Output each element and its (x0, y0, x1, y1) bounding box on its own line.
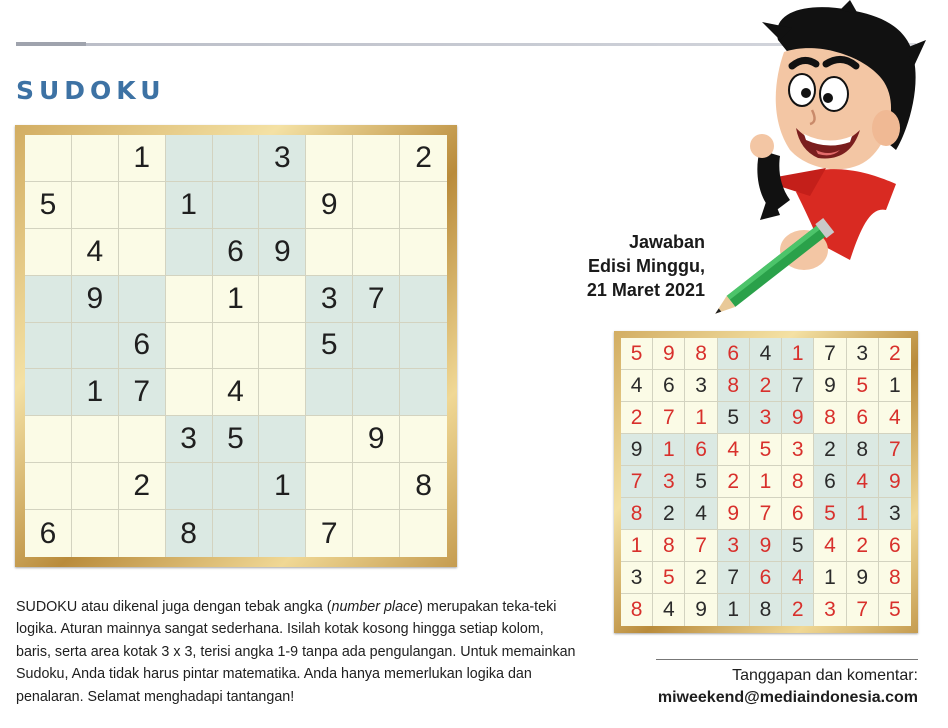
sudoku-cell[interactable] (119, 276, 166, 323)
sudoku-cell[interactable]: 3 (306, 276, 353, 323)
sudoku-cell[interactable]: 6 (25, 510, 72, 557)
sudoku-cell[interactable] (166, 229, 213, 276)
sudoku-cell[interactable]: 7 (306, 510, 353, 557)
answer-cell: 4 (685, 498, 717, 530)
sudoku-cell[interactable] (400, 276, 447, 323)
sudoku-cell[interactable]: 7 (119, 369, 166, 416)
sudoku-cell[interactable]: 2 (119, 463, 166, 510)
answer-cell: 7 (621, 466, 653, 498)
answer-cell: 2 (653, 498, 685, 530)
sudoku-cell[interactable] (306, 369, 353, 416)
sudoku-cell[interactable] (166, 323, 213, 370)
answer-cell: 4 (621, 370, 653, 402)
sudoku-cell[interactable] (259, 510, 306, 557)
answer-cell: 1 (718, 594, 750, 626)
answer-cell: 8 (685, 338, 717, 370)
answer-cell: 6 (782, 498, 814, 530)
sudoku-cell[interactable] (259, 416, 306, 463)
answer-cell: 6 (685, 434, 717, 466)
sudoku-cell[interactable]: 6 (213, 229, 260, 276)
answer-cell: 3 (685, 370, 717, 402)
answer-cell: 2 (685, 562, 717, 594)
answer-cell: 8 (750, 594, 782, 626)
sudoku-cell[interactable] (353, 323, 400, 370)
answer-cell: 6 (653, 370, 685, 402)
answer-cell: 2 (750, 370, 782, 402)
answer-cell: 7 (653, 402, 685, 434)
sudoku-cell[interactable] (166, 276, 213, 323)
page-title: SUDOKU (16, 76, 166, 105)
answer-grid (621, 338, 911, 626)
answer-cell: 7 (814, 338, 846, 370)
sudoku-cell[interactable] (72, 416, 119, 463)
answer-cell: 1 (879, 370, 911, 402)
sudoku-cell[interactable] (72, 463, 119, 510)
answer-cell: 3 (782, 434, 814, 466)
sudoku-cell[interactable]: 9 (306, 182, 353, 229)
sudoku-cell[interactable] (400, 229, 447, 276)
answer-cell: 8 (879, 562, 911, 594)
sudoku-cell[interactable] (72, 510, 119, 557)
sudoku-cell[interactable]: 1 (213, 276, 260, 323)
answer-cell: 5 (814, 498, 846, 530)
sudoku-cell[interactable] (353, 463, 400, 510)
sudoku-cell[interactable]: 5 (213, 416, 260, 463)
answer-cell: 5 (847, 370, 879, 402)
contact-divider (656, 659, 918, 660)
answer-cell: 5 (750, 434, 782, 466)
sudoku-cell[interactable] (119, 510, 166, 557)
answer-cell: 4 (750, 338, 782, 370)
answer-cell: 6 (718, 338, 750, 370)
sudoku-cell[interactable] (72, 323, 119, 370)
sudoku-cell[interactable] (25, 135, 72, 182)
answer-cell: 2 (847, 530, 879, 562)
sudoku-cell[interactable] (259, 182, 306, 229)
answer-cell: 5 (621, 338, 653, 370)
answer-cell: 8 (621, 498, 653, 530)
sudoku-cell[interactable] (353, 135, 400, 182)
answer-cell: 4 (718, 434, 750, 466)
sudoku-cell[interactable] (25, 463, 72, 510)
description-part: SUDOKU atau dikenal juga dengan tebak angka ( (16, 599, 332, 615)
sudoku-cell[interactable]: 1 (259, 463, 306, 510)
sudoku-cell[interactable] (25, 323, 72, 370)
sudoku-cell[interactable] (400, 369, 447, 416)
sudoku-cell[interactable] (25, 276, 72, 323)
answer-cell: 3 (718, 530, 750, 562)
sudoku-cell[interactable] (400, 510, 447, 557)
sudoku-cell[interactable]: 3 (259, 135, 306, 182)
answer-cell: 3 (879, 498, 911, 530)
sudoku-cell[interactable] (306, 416, 353, 463)
answer-cell: 7 (847, 594, 879, 626)
contact-block (658, 665, 918, 709)
answer-cell: 9 (621, 434, 653, 466)
answer-cell: 9 (782, 402, 814, 434)
sudoku-cell[interactable] (166, 135, 213, 182)
answer-caption-line: Jawaban (628, 232, 705, 252)
answer-cell: 2 (782, 594, 814, 626)
sudoku-cell[interactable] (353, 182, 400, 229)
answer-cell: 9 (814, 370, 846, 402)
sudoku-cell[interactable]: 5 (25, 182, 72, 229)
sudoku-cell[interactable] (119, 416, 166, 463)
answer-cell: 9 (653, 338, 685, 370)
sudoku-cell[interactable] (259, 323, 306, 370)
sudoku-cell[interactable] (119, 229, 166, 276)
sudoku-cell[interactable] (25, 229, 72, 276)
sudoku-cell[interactable] (72, 135, 119, 182)
answer-cell: 8 (782, 466, 814, 498)
answer-cell: 9 (879, 466, 911, 498)
sudoku-cell[interactable] (400, 323, 447, 370)
sudoku-cell[interactable] (166, 369, 213, 416)
description-italic: number place (331, 599, 419, 615)
sudoku-cell[interactable]: 4 (72, 229, 119, 276)
answer-cell: 3 (847, 338, 879, 370)
answer-cell: 4 (782, 562, 814, 594)
sudoku-cell[interactable] (25, 416, 72, 463)
answer-cell: 7 (685, 530, 717, 562)
answer-cell: 2 (814, 434, 846, 466)
answer-cell: 2 (718, 466, 750, 498)
answer-cell: 8 (814, 402, 846, 434)
sudoku-cell[interactable]: 5 (306, 323, 353, 370)
sudoku-cell[interactable]: 8 (400, 463, 447, 510)
answer-cell: 3 (750, 402, 782, 434)
sudoku-cell[interactable] (353, 229, 400, 276)
sudoku-cell[interactable] (306, 463, 353, 510)
sudoku-cell[interactable] (213, 510, 260, 557)
sudoku-cell[interactable]: 4 (213, 369, 260, 416)
answer-cell: 4 (814, 530, 846, 562)
answer-cell: 1 (621, 530, 653, 562)
sudoku-cell[interactable]: 2 (400, 135, 447, 182)
sudoku-cell[interactable] (306, 229, 353, 276)
answer-cell: 3 (653, 466, 685, 498)
answer-cell: 7 (750, 498, 782, 530)
answer-cell: 6 (814, 466, 846, 498)
answer-cell: 2 (879, 338, 911, 370)
sudoku-cell[interactable] (213, 182, 260, 229)
answer-cell: 5 (718, 402, 750, 434)
answer-cell: 7 (718, 562, 750, 594)
answer-cell: 9 (847, 562, 879, 594)
answer-cell: 1 (814, 562, 846, 594)
description-text (16, 596, 576, 708)
sudoku-cell[interactable] (353, 369, 400, 416)
answer-cell: 8 (621, 594, 653, 626)
sudoku-cell[interactable] (259, 369, 306, 416)
answer-cell: 1 (847, 498, 879, 530)
sudoku-cell[interactable] (213, 463, 260, 510)
sudoku-cell[interactable]: 9 (72, 276, 119, 323)
answer-cell: 8 (718, 370, 750, 402)
answer-cell: 5 (685, 466, 717, 498)
sudoku-cell[interactable] (213, 323, 260, 370)
answer-cell: 1 (750, 466, 782, 498)
sudoku-cell[interactable] (72, 182, 119, 229)
answer-cell: 5 (782, 530, 814, 562)
answer-cell: 4 (653, 594, 685, 626)
sudoku-cell[interactable]: 8 (166, 510, 213, 557)
cartoon-boy-with-pencil-icon (700, 0, 948, 322)
answer-cell: 8 (847, 434, 879, 466)
sudoku-cell[interactable]: 1 (166, 182, 213, 229)
answer-cell: 2 (621, 402, 653, 434)
answer-cell: 6 (879, 530, 911, 562)
sudoku-cell[interactable]: 6 (119, 323, 166, 370)
sudoku-cell[interactable]: 1 (72, 369, 119, 416)
sudoku-cell[interactable] (119, 182, 166, 229)
sudoku-cell[interactable]: 7 (353, 276, 400, 323)
answer-cell: 5 (653, 562, 685, 594)
sudoku-cell[interactable]: 3 (166, 416, 213, 463)
answer-cell: 8 (653, 530, 685, 562)
sudoku-puzzle-grid (25, 135, 447, 557)
answer-cell: 9 (750, 530, 782, 562)
sudoku-puzzle-frame (15, 125, 457, 567)
answer-cell: 7 (879, 434, 911, 466)
answer-caption (560, 230, 705, 302)
sudoku-cell[interactable] (166, 463, 213, 510)
answer-cell: 1 (653, 434, 685, 466)
sudoku-cell[interactable]: 9 (353, 416, 400, 463)
sudoku-cell[interactable] (259, 276, 306, 323)
answer-caption-line: Edisi Minggu, (588, 256, 705, 276)
sudoku-cell[interactable] (25, 369, 72, 416)
contact-email-link[interactable]: miweekend@mediaindonesia.com (657, 689, 918, 706)
contact-label: Tanggapan dan komentar: (732, 667, 918, 684)
description-part: ) merupakan teka-teki logika. Aturan mainnya sangat sederhana. Isilah kotak kosong hingga setiap kolom, baris, serta area kotak 3 x 3, terisi angka 1-9 tanpa ada pengulangan. Untuk memainkan Sudoku, Anda tidak harus pintar matematika. Anda hanya memerlukan logika dan penalaran. Selamat menghadapi tantangan! (16, 599, 576, 705)
answer-cell: 6 (847, 402, 879, 434)
answer-cell: 5 (889, 598, 901, 621)
answer-cell: 4 (847, 466, 879, 498)
sudoku-cell[interactable] (213, 135, 260, 182)
sudoku-cell[interactable]: 1 (119, 135, 166, 182)
answer-cell: 1 (782, 338, 814, 370)
answer-cell: 3 (621, 562, 653, 594)
answer-cell: 9 (718, 498, 750, 530)
answer-cell: 1 (685, 402, 717, 434)
answer-caption-line: 21 Maret 2021 (586, 280, 705, 300)
answer-grid-frame (614, 331, 918, 633)
answer-cell: 9 (685, 594, 717, 626)
answer-cell: 7 (782, 370, 814, 402)
sudoku-cell[interactable] (400, 182, 447, 229)
sudoku-cell[interactable] (306, 135, 353, 182)
sudoku-cell[interactable]: 9 (259, 229, 306, 276)
sudoku-cell[interactable] (400, 416, 447, 463)
answer-cell: 6 (750, 562, 782, 594)
answer-cell: 4 (879, 402, 911, 434)
sudoku-cell[interactable] (353, 510, 400, 557)
answer-cell: 3 (814, 594, 846, 626)
